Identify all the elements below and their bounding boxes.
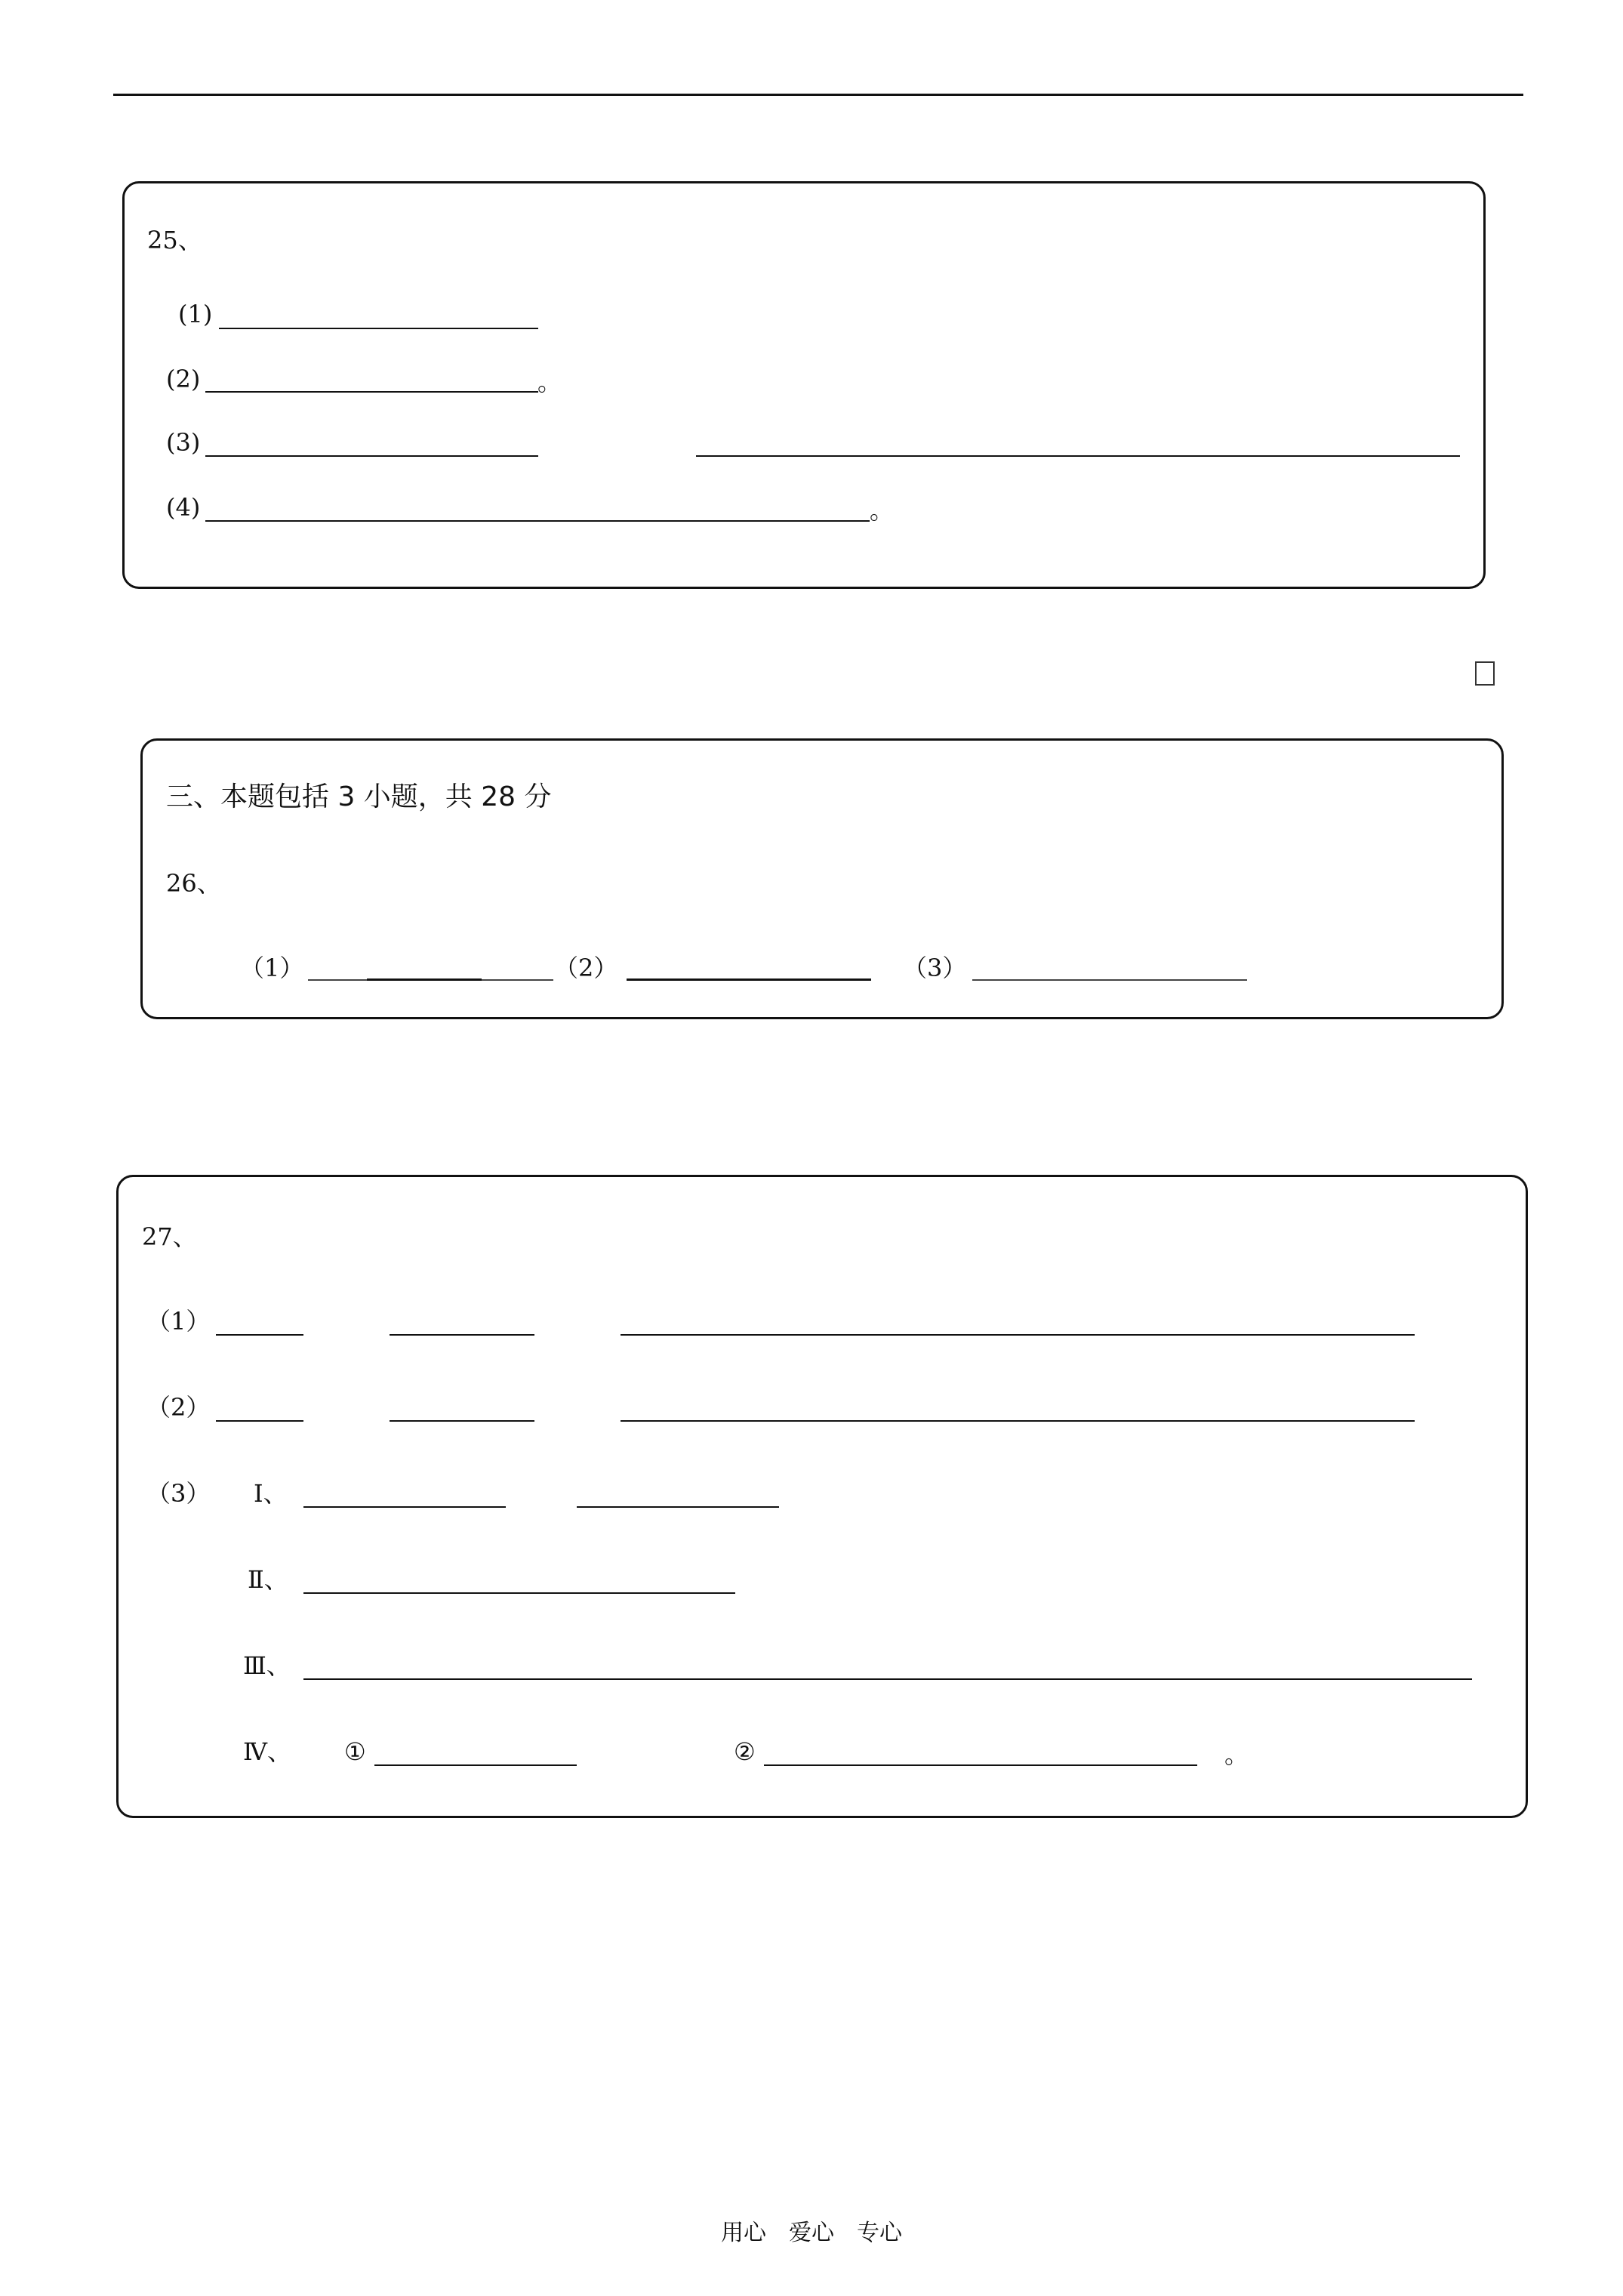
q27-item-3-label: （3） (146, 1479, 211, 1508)
q27-item-1-blank-a[interactable] (216, 1334, 303, 1336)
q27-item-2-blank-a[interactable] (216, 1420, 303, 1422)
checkbox[interactable] (1475, 661, 1495, 686)
q26-item-2-blank[interactable] (627, 978, 871, 981)
q27-sub-3-label: Ⅲ、 (243, 1651, 291, 1680)
q27-item-2-label: （2） (146, 1393, 211, 1422)
q25-item-4-suffix: 。 (870, 496, 895, 525)
q25-item-3-blank-a[interactable] (205, 455, 538, 457)
q26-item-3-blank[interactable] (972, 979, 1247, 981)
answer-box-q27 (116, 1175, 1528, 1818)
header-rule (113, 94, 1523, 96)
q27-sub-4-blank-1[interactable] (374, 1764, 577, 1766)
question-number-27: 27、 (142, 1222, 197, 1251)
q27-sub-4-circled-2: ② (734, 1737, 756, 1766)
q25-item-3-blank-b[interactable] (696, 455, 1460, 457)
question-number-25: 25、 (147, 226, 202, 254)
q27-item-2-blank-c[interactable] (621, 1420, 1415, 1422)
q25-item-4-label: (4) (166, 493, 201, 522)
q27-end-mark: 。 (1224, 1740, 1249, 1769)
q27-sub-4-blank-2[interactable] (764, 1764, 1197, 1766)
q26-item-1-label: （1） (240, 954, 304, 982)
q26-item-1-blank-heavy (367, 978, 482, 981)
q25-item-1-label: (1) (178, 300, 213, 328)
q25-item-2-suffix: 。 (537, 368, 562, 396)
q25-item-4-blank[interactable] (205, 520, 870, 522)
page-footer: 用心 爱心 专心 (721, 2220, 902, 2246)
q25-item-3-label: (3) (166, 428, 201, 457)
q25-item-1-blank[interactable] (219, 328, 538, 329)
q26-item-3-label: （3） (903, 954, 967, 982)
q27-sub-3-blank[interactable] (303, 1678, 1472, 1680)
section-3-heading: 三、本题包括 3 小题，共 28 分 (166, 781, 552, 812)
q25-item-2-blank[interactable] (205, 391, 538, 393)
q27-item-1-label: （1） (146, 1307, 211, 1336)
q27-sub-2-label: Ⅱ、 (248, 1565, 288, 1594)
q27-sub-4-circled-1: ① (344, 1737, 366, 1766)
q27-sub-2-blank[interactable] (303, 1592, 735, 1594)
q27-item-1-blank-c[interactable] (621, 1334, 1415, 1336)
q27-item-2-blank-b[interactable] (390, 1420, 534, 1422)
answer-box-q25 (122, 181, 1486, 589)
q27-sub-1-blank-b[interactable] (577, 1506, 779, 1508)
q26-item-2-label: （2） (554, 954, 618, 982)
question-number-26: 26、 (166, 869, 221, 898)
q27-sub-4-label: Ⅳ、 (243, 1737, 291, 1766)
q27-sub-1-label: Ⅰ、 (254, 1479, 288, 1508)
q25-item-2-label: (2) (166, 365, 201, 393)
q27-item-1-blank-b[interactable] (390, 1334, 534, 1336)
q27-sub-1-blank-a[interactable] (303, 1506, 506, 1508)
